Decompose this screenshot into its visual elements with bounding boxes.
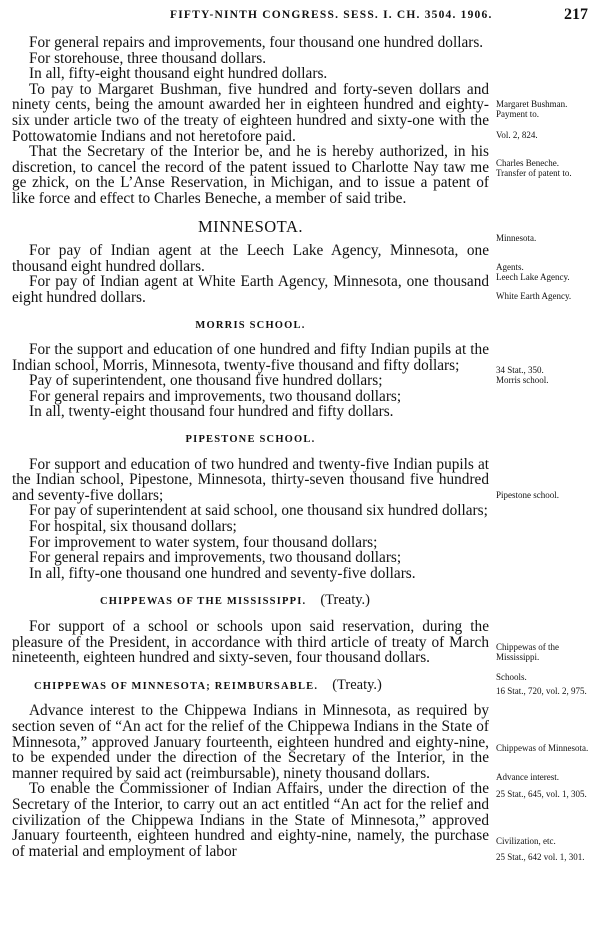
heading-text: CHIPPEWAS OF THE MISSISSIPPI.	[100, 596, 307, 608]
paragraph: In all, fifty-eight thousand eight hundred dollars.	[29, 65, 328, 83]
paragraph: For general repairs and improvements, two thousand dollars;	[29, 387, 402, 405]
paragraph: For improvement to water system, four thousand dollars;	[29, 533, 378, 551]
margin-note: Civilization, etc.	[496, 836, 556, 846]
paragraph: For the support and education of one hundred and fifty Indian pupils at the Indian school, Morris, Minnesota, twenty-five thousand and fifty dollars;	[12, 341, 489, 374]
margin-note: 25 Stat., 645, vol. 1, 305.	[496, 789, 587, 799]
heading-treaty-note: (Treaty.)	[320, 592, 371, 609]
heading-text: CHIPPEWAS OF MINNESOTA; REIMBURSABLE.	[34, 680, 319, 692]
paragraph: To enable the Commissioner of Indian Affairs, under the direction of the Secretary of the Interior, to carry out an act entitled “An act for the relief and civilization of the Chippewa Indians in the State of Minnesota,” approved January fourteenth, eighteen hundred and eighty-nine, namely, the purchase of material and employment of labor	[12, 780, 489, 860]
margin-note-line: 34 Stat., 350.	[496, 365, 544, 375]
margin-note	[496, 159, 596, 178]
paragraph: Advance interest to the Chippewa Indians in Minnesota, as required by section seven of “An act for the relief of the Chippewa Indians in the State of Minnesota,” approved January fourteenth, eighteen hundred and eighty-nine, to be expended under the direction of the Secretary of the Interior, in the manner required by said act (reimbursable), ninety thousand dollars.	[12, 702, 489, 782]
main-text	[12, 35, 489, 859]
margin-note: Minnesota.	[496, 233, 537, 243]
paragraph: For general repairs and improvements, four thousand one hundred dollars.	[29, 34, 484, 51]
paragraph: For support and education of two hundred and twenty-five Indian pupils at the Indian school, Pipestone, Minnesota, thirty-seven thousand five hundred and seventy-five dollars;	[12, 455, 489, 504]
margin-note	[496, 263, 596, 282]
paragraph: For pay of superintendent at said school, one thousand six hundred dollars;	[29, 502, 488, 520]
paragraph: In all, twenty-eight thousand four hundred and fifty dollars.	[29, 403, 394, 421]
margin-note-line: Morris school.	[496, 374, 549, 385]
paragraph: For pay of Indian agent at White Earth Agency, Minnesota, one thousand eight hundred dollars.	[12, 273, 489, 306]
running-head	[0, 6, 600, 30]
margin-note: Advance interest.	[496, 772, 559, 782]
section-heading-chippewas-minnesota	[12, 678, 489, 695]
paragraph: In all, fifty-one thousand one hundred and seventy-five dollars.	[29, 564, 416, 582]
margin-note-line: Leech Lake Agency.	[496, 271, 570, 282]
margin-note-line: Transfer of patent to.	[496, 167, 572, 178]
heading-treaty-note: (Treaty.)	[332, 676, 382, 693]
margin-note	[496, 366, 596, 385]
page-number: 217	[564, 6, 588, 23]
running-title: FIFTY-NINTH CONGRESS. SESS. I. CH. 3504. 1906.	[170, 9, 493, 21]
paragraph: That the Secretary of the Interior be, and he is hereby authorized, in his discretion, to cancel the record of the patent issued to Charlotte Nay taw me ge zhick, on the L’Anse Reservation, in Michigan, and to issue a patent of like force and effect to Charles Beneche, a member of said tribe.	[12, 143, 489, 207]
margin-note-line: Agents.	[496, 262, 524, 272]
margin-note: Pipestone school.	[496, 490, 559, 500]
margin-note: White Earth Agency.	[496, 291, 572, 301]
paragraph: For pay of Indian agent at the Leech Lake Agency, Minnesota, one thousand eight hundred dollars.	[12, 242, 489, 275]
margin-note-line: Margaret Bushman.	[496, 99, 568, 109]
paragraph: For storehouse, three thousand dollars.	[29, 49, 267, 67]
margin-note: Schools.	[496, 672, 527, 682]
paragraph: For general repairs and improvements, two thousand dollars;	[29, 549, 402, 567]
paragraph: Pay of superintendent, one thousand five hundred dollars;	[29, 372, 383, 390]
section-heading-minnesota: MINNESOTA.	[198, 216, 303, 236]
margin-note-line: Payment to.	[496, 108, 539, 119]
section-heading-morris-school: MORRIS SCHOOL.	[195, 319, 306, 331]
paragraph: To pay to Margaret Bushman, five hundred and forty-seven dollars and ninety cents, being the amount awarded her in eighteen hundred and eighty-six under article two of the treaty of eighteen hundred and sixty-one with the Pottowatomie Indians and not heretofore paid.	[12, 80, 489, 145]
margin-note: Chippewas of the Mississippi.	[496, 642, 559, 662]
margin-note: 25 Stat., 642 vol. 1, 301.	[496, 852, 585, 862]
paragraph: For hospital, six thousand dollars;	[29, 518, 237, 536]
margin-note: 16 Stat., 720, vol. 2, 975.	[496, 686, 587, 696]
section-heading-chippewas-mississippi	[12, 593, 489, 610]
margin-note: Chippewas of Minnesota.	[496, 743, 589, 753]
section-heading-pipestone-school: PIPESTONE SCHOOL.	[185, 434, 316, 446]
paragraph: For support of a school or schools upon said reservation, during the pleasure of the President, in accordance with third article of treaty of March nineteenth, eighteen hundred and sixty-seven, four thousand dollars.	[12, 618, 489, 667]
margin-note-line: Charles Beneche.	[496, 158, 559, 168]
margin-note: Vol. 2, 824.	[496, 130, 538, 140]
margin-note	[496, 100, 596, 119]
